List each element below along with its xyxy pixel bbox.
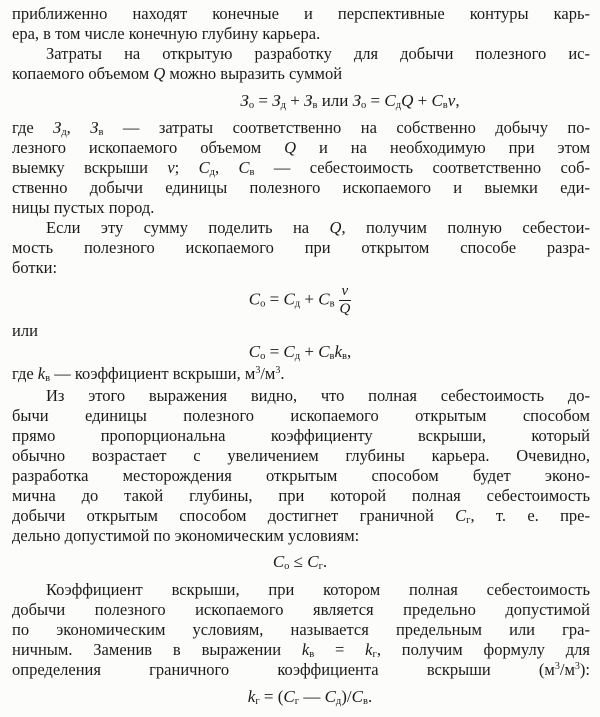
subscript: в [362,696,368,707]
text-run: ственно добычи единицы полезного ископаемого и выемки еди- [12,178,590,197]
text-run: бычи единицы полезного ископаемого открытым способом [12,406,590,425]
text-run: = [265,289,284,309]
math-symbol: Q [401,91,414,110]
math-symbol: С [283,342,295,361]
text-line [12,198,590,218]
subscript: д [61,127,67,138]
text-run: ботки: [12,258,58,277]
text-run: = [254,91,273,110]
formula [0,341,600,363]
text-run: + [300,289,319,309]
text-run: — затраты соответственно на собственно добычу по- [103,118,591,137]
text-run: прямо пропорциональна коэффициенту вскрыши, который [12,426,590,445]
math-symbol: Q [284,138,297,157]
text-run: + [413,91,432,110]
text-run: добычи полезного ископаемого является предельно допустимой [12,600,590,619]
fraction [339,283,352,318]
text-run: дельно допустимой по экономическим условиям: [12,526,360,545]
text-run: Из этого выражения видно, что полная себестоимость до- [46,386,590,405]
text-run: мость полезного ископаемого при открытом способе разра- [12,238,590,257]
text-run: ≤ [289,552,308,571]
text-run: , [66,118,91,137]
subscript: о [260,298,266,310]
text-run: по экономическим условиям, называется предельным или гра- [12,620,590,639]
math-symbol: З [352,91,362,110]
text-run: , [455,91,460,110]
math-symbol: С [283,289,295,309]
text-line [12,406,590,426]
text-run: разработка месторождения открытым способом будет эконо- [12,466,590,485]
text-run: копаемого объемом [12,64,154,83]
superscript: 3 [574,661,580,672]
math-symbol: k [365,640,373,659]
formula [0,686,600,708]
text-run: = [366,91,385,110]
text-line [12,258,590,278]
math-symbol: v [167,158,175,177]
text-line [12,178,590,198]
text-run: где [12,118,54,137]
subscript: о [260,351,266,362]
text-run: добычи открытым способом достигнет граничной [12,506,456,525]
text-line [12,600,590,620]
math-symbol: С [455,506,467,525]
text-run: ницы пустых пород. [12,198,155,217]
fraction-denominator: Q [339,301,351,317]
text-line [12,466,590,486]
text-run: ера, в том числе конечную глубину карьера. [12,24,321,43]
text-line [12,506,590,526]
math-symbol: С [272,552,285,571]
subscript: в [342,351,348,362]
subscript: д [395,100,402,111]
math-symbol: С [307,552,319,571]
text-line [12,426,590,446]
subscript: в [329,298,335,310]
text-run: где [12,364,38,383]
subscript: д [335,696,342,707]
subscript: в [98,127,104,138]
text-run: , [347,342,352,361]
text-run: + [300,342,319,361]
text-run: Коэффициент вскрыши, при котором полная себестоимость [46,580,590,599]
text-line [12,660,590,680]
text-line [12,620,590,640]
text-line [12,526,590,546]
text-line [12,640,590,660]
text-run: ): [579,660,590,679]
text-line [12,446,590,466]
math-symbol: З [272,91,281,110]
text-run: и на необходимую при этом [296,138,591,157]
math-symbol: С [248,289,261,309]
formula [0,551,600,573]
subscript: о [248,100,255,111]
text-line [46,218,590,238]
math-symbol: С [318,342,330,361]
text-run: )/ [341,687,352,706]
text-run: = [265,342,284,361]
superscript: 3 [255,365,261,376]
text-run: = ( [259,687,284,706]
text-run: , [215,158,239,177]
math-symbol: С [283,687,295,706]
text-line [12,486,590,506]
subscript: о [284,561,290,572]
text-run: мична до такой глубины, при которой полная себестоимость [12,486,590,505]
text-line [12,64,590,84]
text-run: обычно возрастает с увеличением глубины карьера. Очевидно, [12,446,590,465]
text-run: , получим формулу для [376,640,591,659]
text-line [12,138,590,158]
text-run: — себестоимость соответственно соб- [254,158,590,177]
text-line [12,321,590,341]
math-symbol: v [447,91,456,110]
fraction-numerator: v [339,283,352,301]
text-line [12,118,590,138]
math-symbol: k [301,640,310,659]
subscript: д [209,167,215,178]
subscript: в [309,649,315,660]
text-run: /м [260,364,276,383]
text-run: ; [174,158,199,177]
text-line [12,238,590,258]
subscript: г [466,515,471,526]
text-line [46,580,590,600]
subscript: д [280,100,286,111]
text-run: . [280,364,285,383]
subscript: в [249,167,255,178]
text-run: + [285,91,305,110]
math-symbol: k [247,687,256,706]
text-run: = [314,640,366,659]
subscript: г [255,696,260,707]
text-run: /м [559,660,575,679]
math-symbol: Q [153,64,166,83]
text-run: ничным. Заменив в выражении [12,640,302,659]
text-run: — [299,687,325,706]
text-run: определения граничного коэффициента вскрыши (м [12,660,555,679]
text-line [46,44,590,64]
math-symbol: З [53,118,62,137]
text-run: . [367,687,373,706]
math-symbol: С [198,158,210,177]
subscript: в [442,100,448,111]
math-symbol: k [334,342,343,361]
math-symbol: С [318,289,330,309]
text-line [12,4,590,24]
superscript: 3 [275,365,281,376]
subscript: г [318,561,323,572]
text-run: приближенно находят конечные и перспективные контуры карь- [12,4,590,23]
subscript: д [294,298,301,310]
math-symbol: k [37,364,46,383]
text-line [12,364,590,384]
text-run: или [12,321,38,340]
text-run: , т. е. пре- [470,506,590,525]
math-symbol: С [351,687,363,706]
subscript: г [372,649,377,660]
math-symbol: С [324,687,336,706]
text-run: выемку вскрыши [12,158,168,177]
superscript: 3 [554,661,560,672]
math-symbol: Q [329,218,342,237]
subscript: д [294,351,301,362]
subscript: в [329,351,335,362]
math-symbol: С [238,158,250,177]
subscript: г [294,696,300,707]
text-line [12,158,590,178]
subscript: о [361,100,367,111]
text-run: , получим полную себестои- [341,218,590,237]
math-symbol: З [240,91,249,110]
text-line [46,386,590,406]
text-run: или [317,91,353,110]
text-run: Затраты на открытую разработку для добычи полезного ис- [46,44,590,63]
math-symbol: З [304,91,313,110]
math-symbol: С [431,91,443,110]
formula [0,283,600,318]
formula [0,90,600,112]
math-symbol: С [384,91,396,110]
text-run: . [322,552,328,571]
math-symbol: З [90,118,99,137]
text-run: Если эту сумму поделить на [46,218,330,237]
text-run: лезного ископаемого объемом [12,138,285,157]
math-symbol: С [248,342,261,361]
text-run: — коэффициент вскрыши, м [50,364,256,383]
text-run: можно выразить суммой [165,64,343,83]
subscript: в [45,373,51,384]
text-line [12,24,590,44]
subscript: в [312,100,318,111]
